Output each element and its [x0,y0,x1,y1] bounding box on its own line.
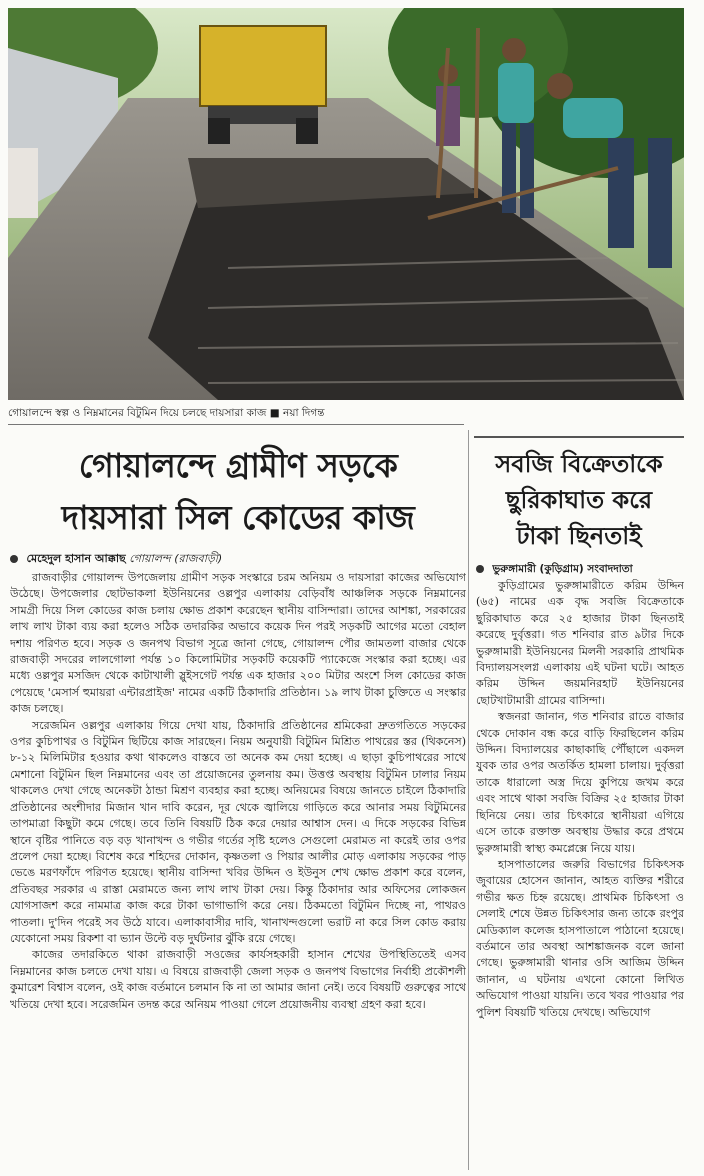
side-headline-line3: টাকা ছিনতাই [516,521,642,550]
paragraph: রাজবাড়ীর গোয়ালন্দ উপজেলায় গ্রামীণ সড়ক সংস্কারে চরম অনিয়ম ও দায়সারা কাজের অভিযোগ উঠেছে। উপজেলার ছোটভাকলা ইউনিয়নের ওল্লপুর এলাকায় বেড়িবাঁধ আঞ্চলিক সড়কে নিম্নমানের সামগ্রী দিয়ে সিল কোডের কাজ চলায় ক্ষোভ প্রকাশ করেছেন স্থানীয় বাসিন্দারা। তাদের আশঙ্কা, সরকারের লাখ লাখ টাকা ব্যয় করা হলেও সঠিক তদারকির অভাবে কয়েক দিন পরই সড়কটি আগের মতো বেহাল দশায় পরিণত হবে। সড়ক ও জনপথ বিভাগ সূত্রে জানা গেছে, গোয়ালন্দ পৌর জামতলা বাজার থেকে রাজবাড়ী সদরের লালগোলা পর্যন্ত ১০ কিলোমিটার সড়কটি কয়েকটি প্যাকেজে সংস্কার করা হচ্ছে। এর মধ্যে ওল্লপুর মসজিদ থেকে কাটাখালী স্লুইসগেট পর্যন্ত এক হাজার ২০০ মিটার অংশে সিল কোডের কাজ পেয়েছে 'মেসার্স হুমায়রা এন্টারপ্রাইজ' নামের একটি ঠিকাদারি প্রতিষ্ঠান। ১৯ লাখ টাকা চুক্তিতে এ সংস্কার কাজ চলছে। [10,571,466,716]
side-headline-line1: সবজি বিক্রেতাকে [495,449,663,478]
caption-credit: নয়া দিগন্ত [283,407,325,419]
road-repair-illustration [8,8,684,400]
bullet-icon [476,565,484,573]
paragraph: কাজের তদারকিতে থাকা রাজবাড়ী সওজের কার্যসহকারী হাসান শেখের উপস্থিতিতেই এসব নিম্নমানের কাজ চলতে দেখা যায়। এ বিষয়ে রাজবাড়ী জেলা সড়ক ও জনপথ বিভাগের নির্বাহী প্রকৌশলী কুমারেশ বিশ্বাস বলেন, ওই কাজ বর্তমানে চলমান কি না তা আমার জানা নেই। তবে বিষয়টি গুরুত্বের সাথে খতিয়ে দেখা হবে। সরেজমিন তদন্ত করে অনিয়ম পাওয়া গেলে প্রয়োজনীয় ব্যবস্থা গ্রহণ করা হবে। [10,948,466,1011]
side-byline-text: ভুরুঙ্গামারী (কুড়িগ্রাম) সংবাদদাতা [492,563,633,575]
news-photo [8,8,684,400]
side-article-body [476,578,684,1170]
author-location: গোয়ালন্দ (রাজবাড়ী) [129,552,223,565]
caption-text: গোয়ালন্দে স্বল্প ও নিম্নমানের বিটুমিন দিয়ে চলছে দায়সারা কাজ [8,407,267,419]
side-headline [474,446,684,554]
paragraph: স্বজনরা জানান, গত শনিবার রাতে বাজার থেকে দোকান বন্ধ করে বাড়ি ফিরছিলেন করিম উদ্দিন। বিদ্যালয়ের কাছাকাছি পৌঁছালে একদল যুবক তার ওপর অতর্কিত হামলা চালায়। দুর্বৃত্তরা তাকে ধারালো অস্ত্র দিয়ে কুপিয়ে জখম করে এবং সাথে থাকা সবজি বিক্রির ২৫ হাজার টাকা ছিনিয়ে নেয়। তার চিৎকারে স্থানীয়রা এগিয়ে এসে তাকে রক্তাক্ত অবস্থায় উদ্ধার করে প্রথমে ভুরুঙ্গামারী স্বাস্থ্য কমপ্লেক্সে নিয়ে যায়। [476,710,684,855]
paragraph: হাসপাতালের জরুরি বিভাগের চিকিৎসক জুবায়ের হোসেন জানান, আহত ব্যক্তির শরীরে গভীর ক্ষত চিহ্ন রয়েছে। প্রাথমিক চিকিৎসা ও সেলাই শেষে উন্নত চিকিৎসার জন্য তাকে রংপুর মেডিক্যাল কলেজ হাসপাতালে পাঠানো হয়েছে। বর্তমানে তার অবস্থা আশঙ্কাজনক বলে জানা গেছে। ভুরুঙ্গামারী থানার ওসি আজিম উদ্দিন জানান, এ ঘটনায় এখনো কোনো লিখিত অভিযোগ পাওয়া যায়নি। তবে খবর পাওয়ার পর পুলিশ বিষয়টি খতিয়ে দেখছে। অভিযোগ [476,857,684,1019]
paragraph: কুড়িগ্রামের ভুরুঙ্গামারীতে করিম উদ্দিন (৬৫) নামের এক বৃদ্ধ সবজি বিক্রেতাকে ছুরিকাঘাত করে ২৫ হাজার টাকা ছিনতাই করেছে দুর্বৃত্তরা। গত শনিবার রাত ৯টার দিকে ভুরুঙ্গামারী ইউনিয়নের মিলনী সরকারি প্রাথমিক বিদ্যালয়সংলগ্ন এলাকায় এই ঘটনা ঘটে। আহত করিম উদ্দিন জয়মনিরহাট ইউনিয়নের ছোটখাটামারী গ্রামের বাসিন্দা। [476,579,684,707]
main-headline [8,440,468,544]
photo-caption [8,406,668,420]
column-divider [468,430,469,1170]
side-top-rule [474,436,684,438]
paragraph: সরেজমিন ওল্লপুর এলাকায় গিয়ে দেখা যায়, ঠিকাদারি প্রতিষ্ঠানের শ্রমিকেরা দ্রুতগতিতে সড়কের ওপর কুচিপাথর ও বিটুমিন ছিটিয়ে কাজ সারছেন। নিয়ম অনুযায়ী বিটুমিন মিশ্রিত পাথরের স্তর (থিকনেস) ৮-১২ মিলিমিটার হওয়ার কথা থাকলেও বাস্তবে তা অনেক কম দেয়া হচ্ছে। এ ছাড়া কুচিপাথরের সাথে মেশানো বিটুমিন ছিল নিম্নমানের এবং তা প্রয়োজনের তুলনায় কম। উত্তপ্ত অবস্থায় বিটুমিন ঢালার নিয়ম থাকলেও দেখা গেছে অনেকটা ঠান্ডা মিশ্রণ ব্যবহার করা হচ্ছে। অনিয়মের বিষয়ে জানতে চাইলে ঠিকাদারি প্রতিষ্ঠানের অংশীদার মিজান খান দাবি করেন, দূর থেকে জ্বালিয়ে গাড়িতে করে আনার সময় বিটুমিনের তাপমাত্রা কিছুটা কমে গেছে। তবে তিনি বিষয়টি ঠিক করে দেয়ার আশ্বাস দেন। এ দিকে সড়কের বিভিন্ন স্থানে বৃষ্টির পানিতে বড় বড় খানাখন্দ ও গভীর গর্তের সৃষ্টি হলেও সেগুলো মেরামত না করেই তার ওপর প্রলেপ দেয়া হচ্ছে। বিশেষ করে শহিদের দোকান, কৃষ্ণতলা ও পিয়ার আলীর মোড় এলাকায় সড়কের পাড় ভেঙে মরণফাঁদে পরিণত হয়েছে। স্থানীয় বাসিন্দা খবির উদ্দিন ও ইউনুস শেখ ক্ষোভ প্রকাশ করে বলেন, প্রতিবছর সরকার এ রাস্তা মেরামতে জন্য লাখ লাখ টাকা দেয়। কিন্তু ঠিকাদার আর অফিসের লোকজন যোগসাজশ করে নামমাত্র কাজ করে টাকা ভাগাভাগি করে নেয়। ঠিকমতো বিটুমিন দিচ্ছে না, পাথরও পাতলা। দু'দিন পরেই সব উঠে যাবে। এলাকাবাসীর দাবি, খানাখন্দগুলো ভরাট না করে সিল কোড করায় যেকোনো সময় রিকশা বা ভ্যান উল্টে বড় দুর্ঘটনার ঝুঁকি রয়ে গেছে। [10,718,466,945]
divider [8,424,464,425]
side-byline [476,562,686,576]
main-byline [10,551,470,567]
main-headline-line2: দায়সারা সিল কোডের কাজ [61,498,415,537]
main-article-body [10,570,466,1170]
bullet-icon [10,555,18,563]
bullet-icon: ■ [269,407,284,419]
main-headline-line1: গোয়ালন্দে গ্রামীণ সড়কে [78,446,398,485]
author-name: মেহেদুল হাসান আক্কাছ [26,552,126,565]
side-headline-line2: ছুরিকাঘাত করে [505,485,653,514]
